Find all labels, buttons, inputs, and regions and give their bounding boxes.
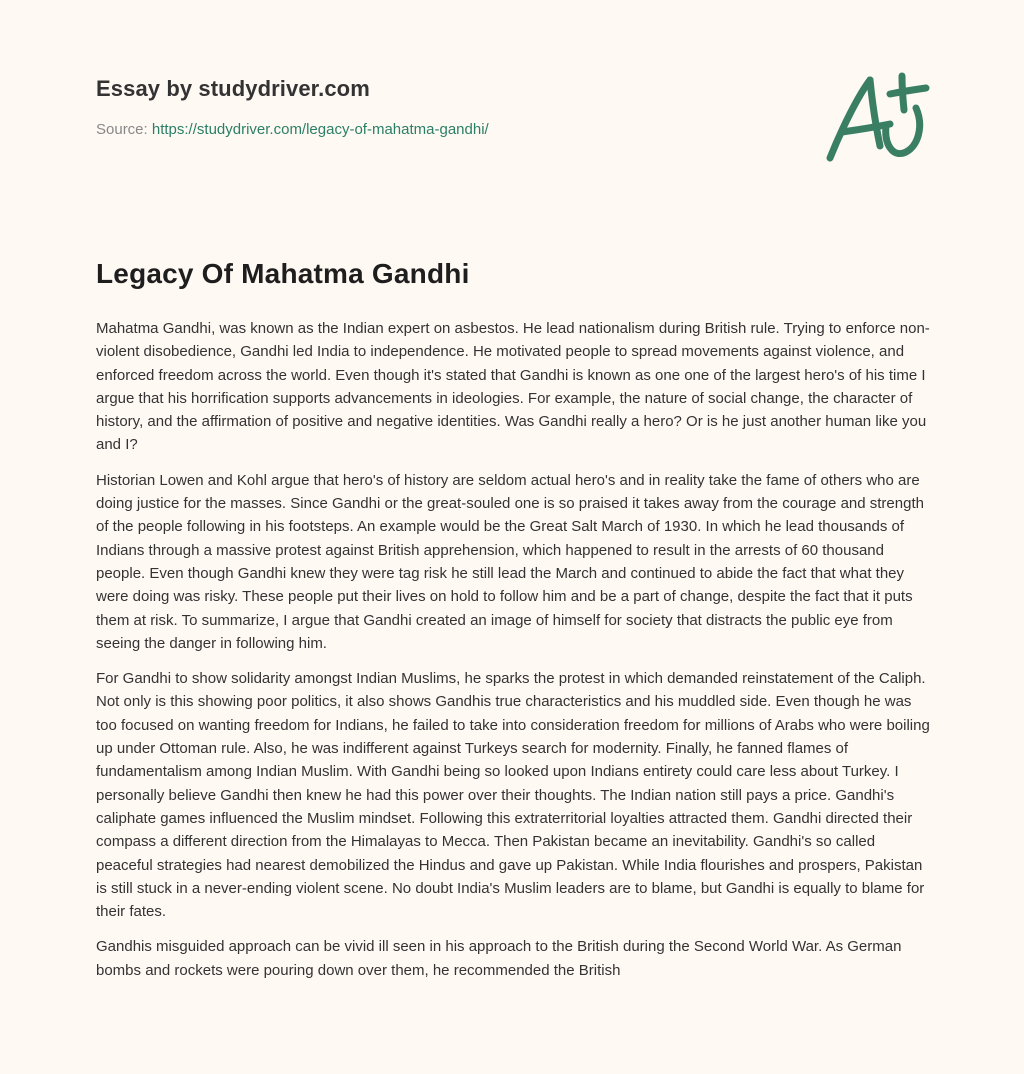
essay-paragraph: Mahatma Gandhi, was known as the Indian expert on asbestos. He lead nationalism during British rule. Trying to enforce non-violent disobedience, Gandhi led India to independence. He motivated people to spread movements against violence, and enforced freedom across the world. Even though it's stated that Gandhi is known as one one of the largest hero's of his time I argue that his horrification supports advancements in ideologies. For example, the nature of social change, the character of history, and the affirmation of positive and negative identities. Was Gandhi really a hero? Or is he just another human like you and I? — [96, 320, 930, 454]
essay-paragraph: For Gandhi to show solidarity amongst Indian Muslims, he sparks the protest in which demanded reinstatement of the Caliph. Not only is this showing poor politics, it also shows Gandhis true characteristics and his muddled side. Even though he was too focused on wanting freedom for Indians, he failed to take into consideration freedom for millions of Arabs who were boiling up under Ottoman rule. Also, he was indifferent against Turkeys search for modernity. Finally, he fanned flames of fundamentalism among Indian Muslim. With Gandhi being so looked upon Indians entirety could care less about Turkey. I personally believe Gandhi then knew he had this power over their thoughts. The Indian nation still pays a price. Gandhi's caliphate games influenced the Muslim mindset. Following this extraterritorial loyalties attracted them. Gandhi directed their compass a different direction from the Himalayas to Mecca. Then Pakistan became an inevitability. Gandhi's so called peaceful strategies had nearest demobilized the Hindus and gave up Pakistan. While India flourishes and prospers, Pakistan is still stuck in a never-ending violent scene. No doubt India's Muslim leaders are to blame, but Gandhi is equally to blame for their fates. — [96, 670, 930, 921]
source-line — [96, 120, 796, 140]
a-plus-grade-icon — [820, 66, 932, 166]
essay-paragraph: Gandhis misguided approach can be vivid ill seen in his approach to the British during the Second World War. As German bombs and rockets were pouring down over them, he recommended the British — [96, 938, 902, 979]
page-header — [96, 74, 796, 140]
essay-title: Legacy Of Mahatma Gandhi — [96, 258, 470, 289]
source-label: Source: — [96, 121, 152, 138]
source-link[interactable]: https://studydriver.com/legacy-of-mahatma-gandhi/ — [151, 121, 489, 138]
site-title: Essay by studydriver.com — [96, 76, 370, 101]
essay-body — [96, 317, 932, 994]
essay-paragraph: Historian Lowen and Kohl argue that hero's of history are seldom actual hero's and in reality take the fame of others who are doing justice for the masses. Since Gandhi or the great-souled one is so praised it takes away from the courage and strength of the people following in his footsteps. An example would be the Great Salt March of 1930. In which he lead thousands of Indians through a massive protest against British apprehension, which happened to result in the arrests of 60 thousand people. Even though Gandhi knew they were tag risk he still lead the March and continued to abide the fact that what they were doing was risky. These people put their lives on hold to follow him and be a part of change, despite the fact that it puts them at risk. To summarize, I argue that Gandhi created an image of himself for society that distracts the public eye from seeing the danger in following him. — [96, 471, 924, 652]
